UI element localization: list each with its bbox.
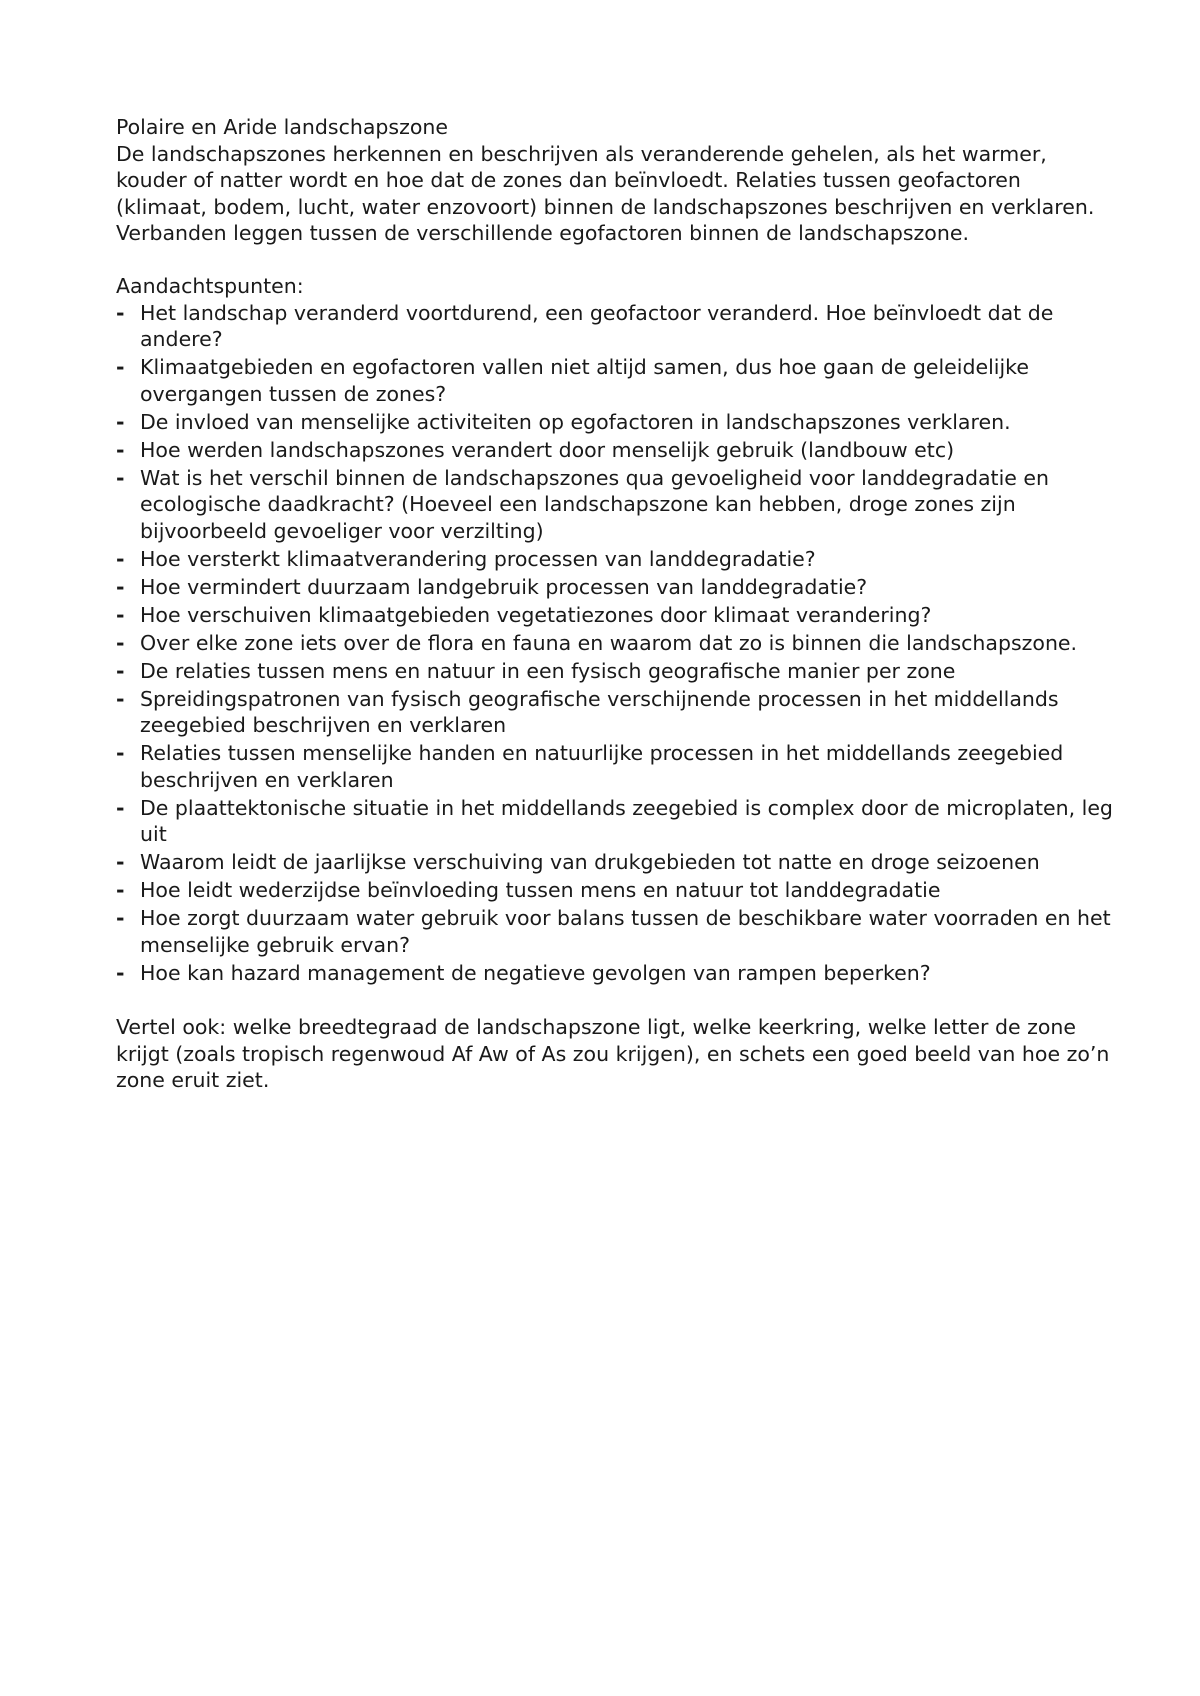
focus-heading: Aandachtspunten: <box>116 274 304 298</box>
bullet-marker: - <box>116 686 125 711</box>
closing-paragraph: Vertel ook: welke breedtegraad de landschapszone ligt, welke keerkring, welke letter de zone krijgt (zoals tropisch regenwoud Af Aw of As zou krijgen), en schets een goed beeld van hoe zo’n zone eruit ziet. <box>116 1015 1110 1092</box>
list-item-text: Hoe zorgt duurzaam water gebruik voor balans tussen de beschikbare water voorraden en het menselijke gebruik ervan? <box>140 906 1111 957</box>
list-item <box>116 795 1116 848</box>
list-item <box>116 300 1116 353</box>
list-item <box>116 630 1116 657</box>
list-item-text: Spreidingspatronen van fysisch geografische verschijnende processen in het middellands zeegebied beschrijven en verklaren <box>140 686 1059 737</box>
bullet-marker: - <box>116 465 125 490</box>
list-item-text: Hoe werden landschapszones verandert door menselijk gebruik (landbouw etc) <box>140 437 955 462</box>
list-item-text: Klimaatgebieden en egofactoren vallen niet altijd samen, dus hoe gaan de geleidelijke overgangen tussen de zones? <box>140 355 1029 406</box>
list-item-text: Hoe leidt wederzijdse beïnvloeding tussen mens en natuur tot landdegradatie <box>140 878 941 902</box>
bullet-marker: - <box>116 630 125 655</box>
paragraph-spacer <box>116 988 1116 1015</box>
list-item <box>116 465 1116 545</box>
list-item <box>116 354 1116 407</box>
bullet-marker: - <box>116 574 125 599</box>
list-item-text: Hoe kan hazard management de negatieve gevolgen van rampen beperken? <box>140 960 931 985</box>
list-item-text: Waarom leidt de jaarlijkse verschuiving van drukgebieden tot natte en droge seizoenen <box>140 850 1040 874</box>
list-item <box>116 409 1116 436</box>
bullet-marker: - <box>116 741 125 765</box>
intro-paragraph: De landschapszones herkennen en beschrijven als veranderende gehelen, als het warmer, kouder of natter wordt en hoe dat de zones dan beïnvloedt. Relaties tussen geofactoren (klimaat, bodem, lucht, water enzovoort) binnen de landschapszones beschrijven en verklaren. Verbanden leggen tussen de verschillende egofactoren binnen de landschapszone. <box>116 141 1095 245</box>
list-item-text: Hoe vermindert duurzaam landgebruik processen van landdegradatie? <box>140 574 868 599</box>
list-item <box>116 658 1116 685</box>
list-item <box>116 905 1116 958</box>
list-item <box>116 849 1116 876</box>
list-item-text: De relaties tussen mens en natuur in een fysisch geografische manier per zone <box>140 658 956 683</box>
bullet-marker: - <box>116 546 125 571</box>
bullet-marker: - <box>116 437 125 462</box>
list-item-text: De invloed van menselijke activiteiten op egofactoren in landschapszones verklaren. <box>140 409 1011 434</box>
document-title: Polaire en Aride landschapszone <box>116 115 449 139</box>
list-item <box>116 602 1116 629</box>
list-item-text: Wat is het verschil binnen de landschapszones qua gevoeligheid voor landdegradatie en ecologische daadkracht? (Hoeveel een landschapszone kan hebben, droge zones zijn bijvoorbeeld gevoeliger voor verzilting) <box>140 465 1049 543</box>
list-item-text: Relaties tussen menselijke handen en natuurlijke processen in het middellands zeegebied beschrijven en verklaren <box>140 741 1064 792</box>
list-item <box>116 574 1116 601</box>
list-item <box>116 546 1116 573</box>
list-item-text: Hoe versterkt klimaatverandering processen van landdegradatie? <box>140 546 816 571</box>
list-item <box>116 877 1116 904</box>
bullet-marker: - <box>116 795 125 820</box>
paragraph-spacer <box>116 247 1116 274</box>
bullet-marker: - <box>116 409 125 434</box>
bullet-marker: - <box>116 850 125 874</box>
bullet-marker: - <box>116 878 125 902</box>
bullet-marker: - <box>116 355 125 379</box>
list-item <box>116 437 1116 464</box>
list-item-text: Het landschap veranderd voortdurend, een geofactoor veranderd. Hoe beïnvloedt dat de andere? <box>140 300 1054 351</box>
bullet-marker: - <box>116 300 125 325</box>
list-item <box>116 960 1116 987</box>
document-page <box>116 114 1116 1094</box>
list-item-text: De plaattektonische situatie in het middellands zeegebied is complex door de microplaten, leg uit <box>140 795 1113 846</box>
list-item-text: Over elke zone iets over de flora en fauna en waarom dat zo is binnen die landschapszone. <box>140 630 1078 655</box>
bullet-marker: - <box>116 602 125 627</box>
list-item-text: Hoe verschuiven klimaatgebieden vegetatiezones door klimaat verandering? <box>140 602 932 627</box>
bullet-marker: - <box>116 906 125 930</box>
focus-points-list <box>116 300 1116 987</box>
bullet-marker: - <box>116 658 125 683</box>
bullet-marker: - <box>116 960 125 985</box>
list-item <box>116 740 1116 793</box>
list-item <box>116 686 1116 739</box>
